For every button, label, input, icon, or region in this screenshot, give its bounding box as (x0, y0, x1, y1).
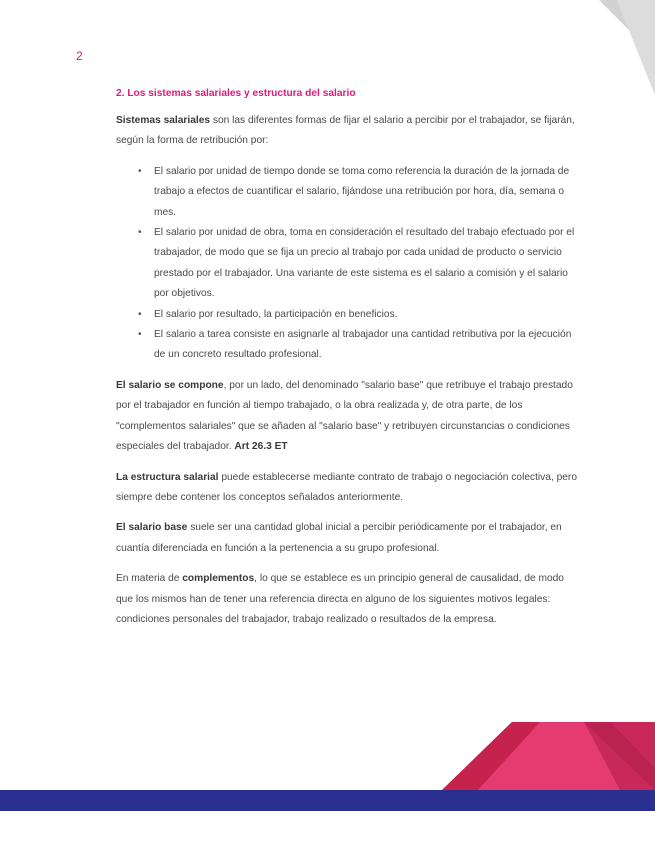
complementos-bold: complementos (182, 573, 255, 585)
complementos-paragraph (116, 569, 578, 630)
estructura-paragraph (116, 468, 578, 509)
compone-text: , por un lado, del denominado "salario base" que retribuye el trabajo prestado por el trabajador en función al tiempo trabajado, o la obra realizada y, de otra parte, de los "complementos salariales" que se añaden al "salario base" y retribuyen circunstancias o condiciones especiales del trabajador. (116, 379, 573, 453)
section-title: 2. Los sistemas salariales y estructura del salario (116, 88, 356, 99)
corner-decoration (555, 0, 655, 100)
complementos-text: , lo que se establece es un principio general de causalidad, de modo que los mismos han de tener una referencia directa en alguno de los siguientes motivos legales: condiciones personales del trabajador, trabajo realizado o resultados de la empresa. (116, 573, 564, 625)
base-text: suele ser una cantidad global inicial a percibir periódicamente por el trabajador, en cuantía diferenciada en función a la pertenencia a su grupo profesional. (116, 522, 562, 554)
intro-paragraph (116, 111, 578, 152)
estructura-bold: La estructura salarial (116, 471, 219, 483)
complementos-pre: En materia de (116, 573, 183, 585)
base-paragraph (116, 518, 578, 559)
list-item: • El salario por unidad de tiempo donde se toma como referencia la duración de la jornada de trabajo a efectos de cuantificar el salario, fijándose una retribución por hora, día, semana o mes. (154, 162, 578, 223)
intro-bold: Sistemas salariales (116, 115, 211, 126)
compone-bold: El salario se compone (116, 379, 224, 391)
estructura-text: puede establecerse mediante contrato de trabajo o negociación colectiva, pero siempre debe contener los conceptos señalados anteriormente. (116, 471, 577, 503)
list-item: • El salario por resultado, la participación en beneficios. (154, 305, 578, 325)
page-number: 2 (76, 49, 83, 63)
document-body (116, 86, 578, 640)
compone-paragraph (116, 376, 578, 458)
list-item: • El salario a tarea consiste en asignarle al trabajador una cantidad retributiva por la ejecución de un concreto resultado profesional. (154, 325, 578, 366)
salary-systems-list (116, 162, 578, 366)
footer-decoration (0, 708, 655, 848)
list-item: • El salario por unidad de obra, toma en consideración el resultado del trabajo efectuado por el trabajador, de modo que se fija un precio al trabajo por cada unidad de producto o servicio prestado por el trabajador. Una variante de este sistema es el salario a comisión y el salario por objetivos. (154, 223, 578, 305)
article-reference: Art 26.3 ET (234, 441, 288, 453)
base-bold: El salario base (116, 522, 188, 534)
intro-text: son las diferentes formas de fijar el salario a percibir por el trabajador, se fijarán, según la forma de retribución por: (116, 115, 575, 147)
